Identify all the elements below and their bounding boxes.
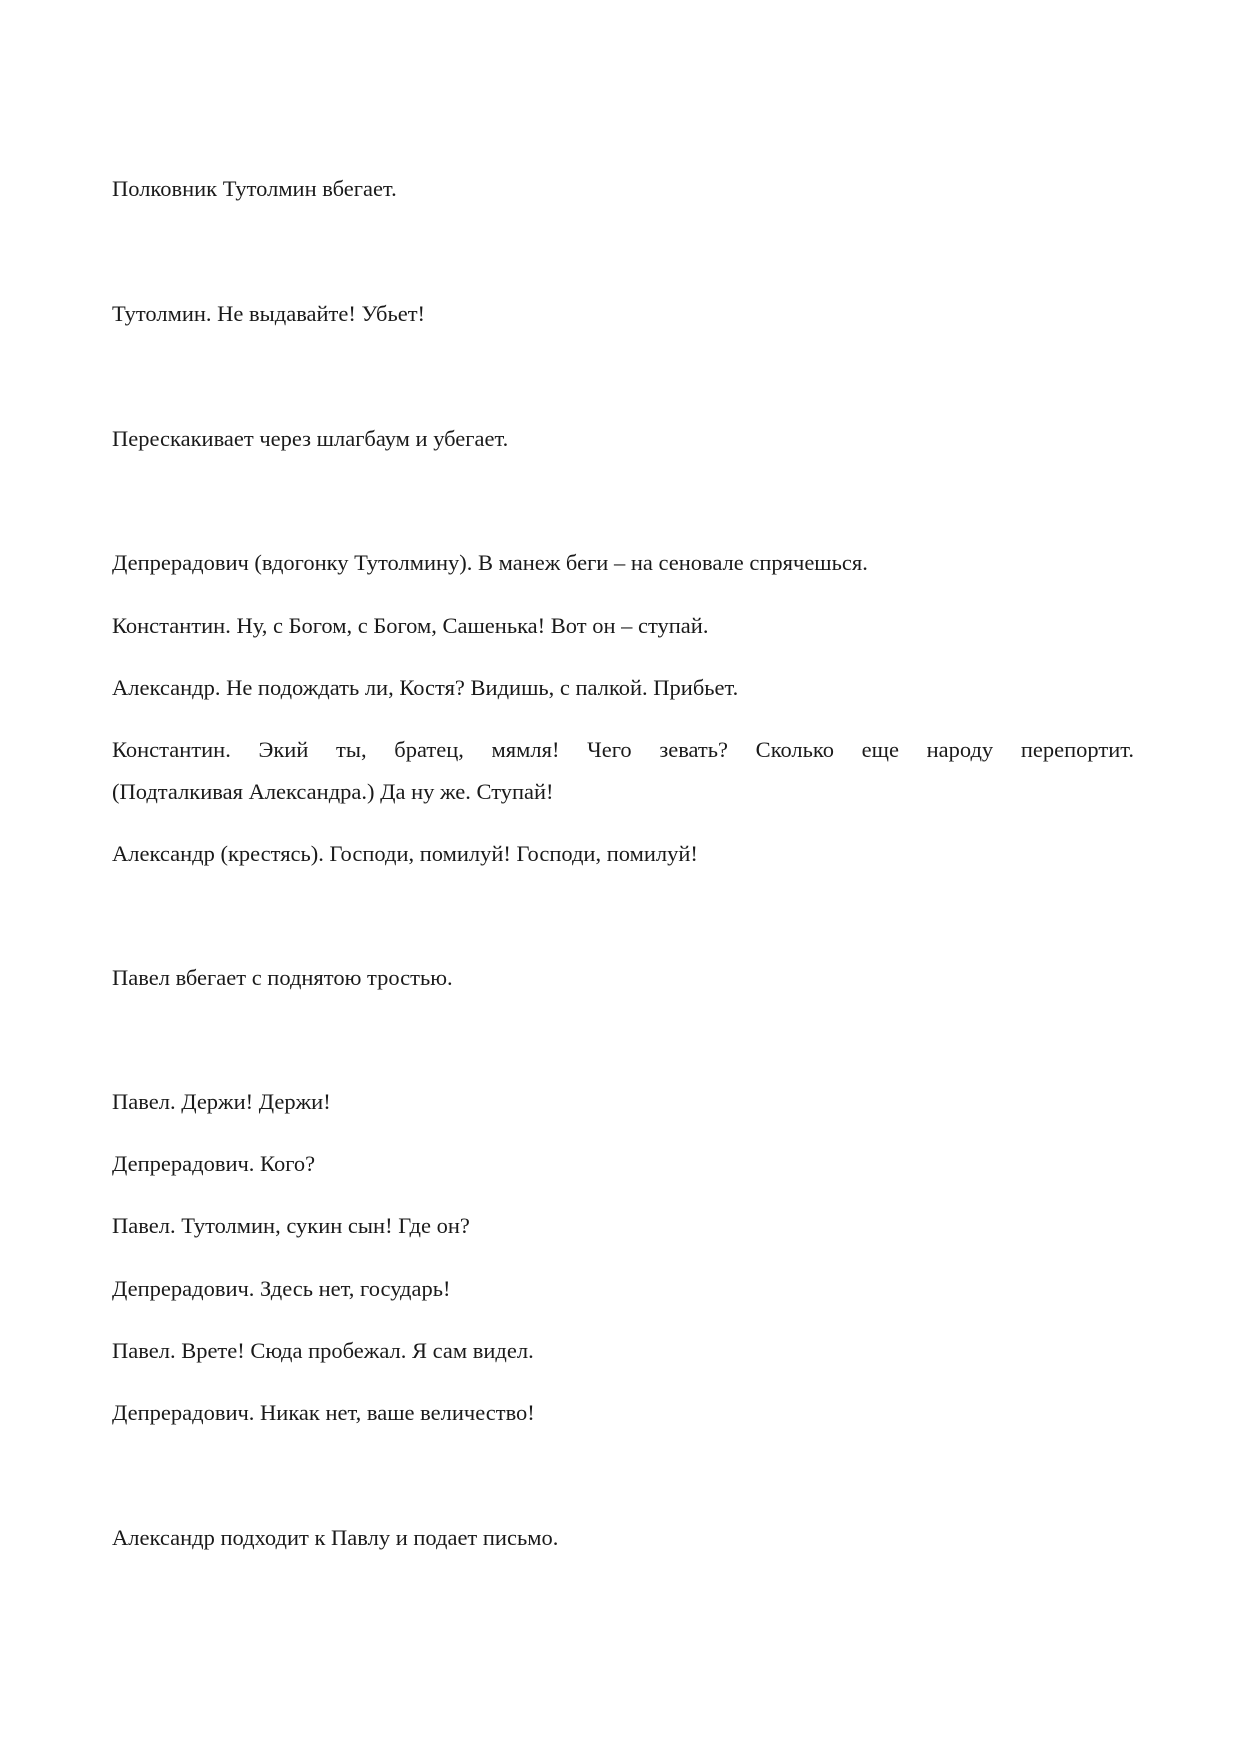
stage-direction-jumps-barrier: Перескакивает через шлагбаум и убегает. — [112, 426, 509, 451]
dialogue-alexander-1: Александр. Не подождать ли, Костя? Видишь, с палкой. Прибьет. — [112, 675, 739, 700]
dialogue-konstantin-1: Константин. Ну, с Богом, с Богом, Сашенька! Вот он – ступай. — [112, 613, 709, 638]
stage-direction-tutolmin-enters: Полковник Тутолмин вбегает. — [112, 176, 397, 201]
dialogue-pavel-1: Павел. Держи! Держи! — [112, 1089, 331, 1114]
dialogue-depreradovich-1: Депрерадович (вдогонку Тутолмину). В манеж беги – на сеновале спрячешься. — [112, 550, 868, 575]
dialogue-depreradovich-4: Депрерадович. Никак нет, ваше величество! — [112, 1400, 535, 1425]
stage-direction-alexander-letter: Александр подходит к Павлу и подает письмо. — [112, 1525, 559, 1550]
dialogue-depreradovich-3: Депрерадович. Здесь нет, государь! — [112, 1276, 451, 1301]
dialogue-pavel-2: Павел. Тутолмин, сукин сын! Где он? — [112, 1213, 470, 1238]
stage-direction-pavel-enters: Павел вбегает с поднятою тростью. — [112, 965, 453, 990]
dialogue-depreradovich-2: Депрерадович. Кого? — [112, 1151, 316, 1176]
dialogue-tutolmin: Тутолмин. Не выдавайте! Убьет! — [112, 301, 426, 326]
dialogue-konstantin-2-line-2: (Подталкивая Александра.) Да ну же. Ступай! — [112, 779, 554, 804]
dialogue-pavel-3: Павел. Врете! Сюда пробежал. Я сам видел. — [112, 1338, 534, 1363]
dialogue-alexander-2: Александр (крестясь). Господи, помилуй! Господи, помилуй! — [112, 841, 698, 866]
dialogue-konstantin-2-line-1: Константин. Экий ты, братец, мямля! Чего зевать? Сколько еще народу перепортит. — [112, 737, 1134, 762]
document-page — [112, 0, 1134, 1755]
